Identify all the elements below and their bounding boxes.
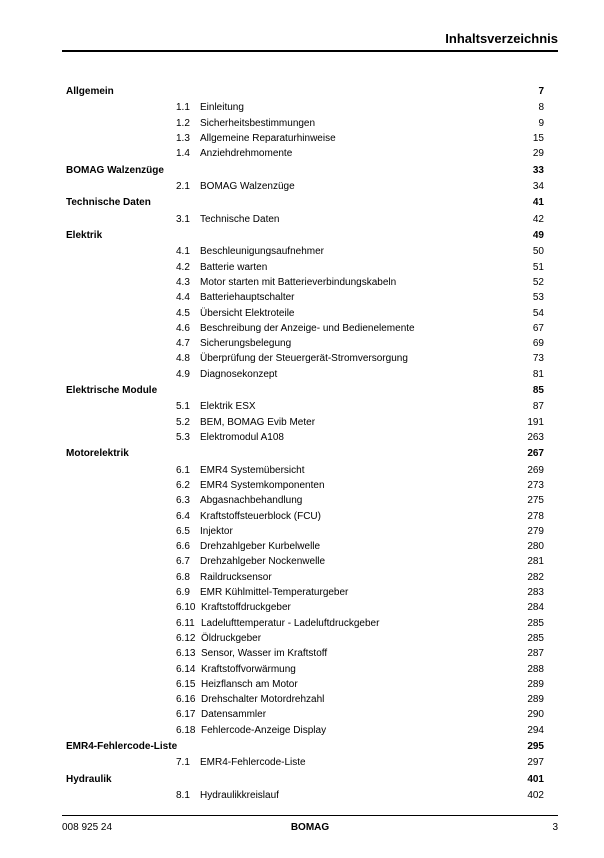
toc-entry-label: Ladelufttemperatur - Ladeluftdruckgeber [201, 617, 380, 629]
toc-entry-page: 69 [532, 338, 544, 350]
toc-entry[interactable] [66, 788, 544, 803]
table-of-contents [66, 83, 544, 803]
toc-entry-number: 4.1 [176, 246, 190, 258]
toc-entry-number: 4.6 [176, 322, 190, 334]
toc-entry-page: 85 [532, 385, 544, 397]
toc-entry-number: 6.7 [176, 556, 190, 568]
toc-entry-page: 87 [532, 401, 544, 413]
toc-entry-number: 6.12 [176, 632, 196, 644]
toc-entry-page: 295 [527, 741, 544, 753]
toc-entry-label: Öldruckgeber [201, 632, 262, 644]
toc-entry-number: 6.5 [176, 525, 190, 537]
toc-entry-page: 278 [527, 510, 544, 522]
toc-entry-label: Motor starten mit Batterieverbindungskabeln [200, 276, 397, 288]
toc-entry-page: 287 [527, 648, 544, 660]
toc-entry-page: 263 [527, 432, 544, 443]
toc-entry-number: 6.6 [176, 541, 190, 553]
toc-entry-label: Raildrucksensor [200, 571, 272, 583]
toc-entry-label: Elektromodul A108 [200, 432, 284, 443]
toc-entry-page: 282 [527, 571, 544, 583]
toc-entry-number: 4.2 [176, 261, 190, 273]
toc-entry[interactable] [66, 570, 544, 585]
toc-entry-label: EMR4-Fehlercode-Liste [200, 757, 306, 769]
toc-chapter[interactable] [66, 162, 544, 179]
page-header [62, 28, 558, 52]
toc-chapter[interactable] [66, 738, 544, 755]
toc-entry-label: Überprüfung der Steuergerät-Stromversorgung [200, 353, 408, 365]
toc-entry-label: Abgasnachbehandlung [200, 495, 303, 507]
toc-entry[interactable] [66, 662, 544, 677]
toc-entry-page: 401 [527, 773, 544, 785]
toc-entry-label: Diagnosekonzept [200, 368, 278, 380]
toc-entry-page: 73 [532, 353, 544, 365]
toc-entry[interactable] [66, 692, 544, 707]
toc-entry[interactable] [66, 631, 544, 646]
toc-entry[interactable] [66, 116, 544, 131]
toc-entry-number: 6.15 [176, 678, 196, 690]
toc-entry-number: 6.13 [176, 648, 196, 660]
toc-entry-label: Drehzahlgeber Nockenwelle [200, 556, 326, 568]
toc-entry[interactable] [66, 463, 544, 478]
toc-entry[interactable] [66, 554, 544, 569]
toc-entry-number: 4.3 [176, 276, 190, 288]
toc-entry-page: 41 [532, 197, 544, 209]
toc-chapter[interactable] [66, 194, 544, 211]
toc-entry-number: 5.2 [176, 416, 190, 428]
toc-entry-label: Batteriehauptschalter [200, 292, 295, 304]
toc-entry[interactable] [66, 244, 544, 259]
toc-entry[interactable] [66, 415, 544, 430]
toc-entry[interactable] [66, 306, 544, 321]
toc-entry[interactable] [66, 131, 544, 146]
toc-entry-number: 6.17 [176, 709, 196, 721]
toc-entry-label: Kraftstoffsteuerblock (FCU) [200, 510, 321, 522]
toc-entry-number: 1.2 [176, 117, 190, 129]
toc-entry[interactable] [66, 755, 544, 770]
toc-entry-label: Drehzahlgeber Kurbelwelle [200, 541, 321, 553]
toc-entry-label: Fehlercode-Anzeige Display [201, 724, 327, 736]
toc-entry-page: 269 [527, 464, 544, 476]
toc-entry-page: 275 [527, 495, 544, 507]
toc-entry-page: 8 [538, 102, 544, 114]
toc-chapter[interactable] [66, 83, 544, 100]
toc-entry-label: Elektrik [66, 229, 103, 241]
toc-entry-page: 81 [532, 368, 544, 380]
toc-chapter[interactable] [66, 382, 544, 399]
toc-entry-page: 42 [532, 213, 544, 225]
toc-entry-label: Allgemeine Reparaturhinweise [200, 132, 336, 144]
toc-entry-page: 402 [527, 790, 544, 802]
toc-entry-label: Übersicht Elektroteile [200, 307, 295, 319]
toc-entry-label: Kraftstoffdruckgeber [201, 602, 291, 614]
toc-entry-label: Heizflansch am Motor [201, 678, 298, 690]
toc-entry-label: BOMAG Walzenzüge [200, 180, 295, 192]
toc-entry[interactable] [66, 509, 544, 524]
toc-entry-label: BEM, BOMAG Evib Meter [200, 416, 316, 428]
toc-entry-label: Sensor, Wasser im Kraftstoff [201, 648, 328, 660]
toc-entry-number: 6.11 [176, 617, 195, 629]
toc-entry-page: 49 [532, 229, 544, 241]
toc-entry-number: 8.1 [176, 790, 190, 802]
toc-entry[interactable] [66, 478, 544, 493]
toc-entry-page: 284 [527, 602, 544, 614]
page-number: 3 [552, 822, 558, 833]
toc-entry-label: Elektrische Module [66, 385, 158, 397]
toc-entry-label: Allgemein [66, 86, 114, 97]
toc-entry-number: 7.1 [176, 757, 190, 769]
toc-entry[interactable] [66, 367, 544, 382]
toc-entry[interactable] [66, 275, 544, 290]
toc-entry-label: EMR4 Systemkomponenten [200, 479, 325, 491]
toc-entry-number: 6.9 [176, 587, 190, 599]
toc-entry-label: EMR Kühlmittel-Temperaturgeber [200, 587, 349, 599]
toc-entry-number: 4.4 [176, 292, 190, 304]
toc-entry[interactable] [66, 146, 544, 161]
toc-entry[interactable] [66, 336, 544, 351]
toc-entry-label: Hydraulikkreislauf [200, 790, 279, 802]
toc-entry-page: 285 [527, 632, 544, 644]
toc-entry-page: 289 [527, 694, 544, 706]
toc-entry-number: 6.18 [176, 724, 196, 736]
toc-chapter[interactable] [66, 771, 544, 788]
toc-entry-page: 67 [532, 322, 544, 334]
toc-entry-label: Drehschalter Motordrehzahl [201, 694, 325, 706]
toc-entry-number: 6.14 [176, 663, 196, 675]
toc-entry-number: 5.1 [176, 401, 190, 413]
page-footer [62, 815, 558, 836]
toc-entry-number: 6.2 [176, 479, 190, 491]
toc-entry-page: 285 [527, 617, 544, 629]
toc-entry[interactable] [66, 179, 544, 194]
toc-entry-label: Batterie warten [200, 261, 268, 273]
toc-entry-page: 294 [527, 724, 544, 736]
toc-chapter[interactable] [66, 227, 544, 244]
toc-entry[interactable] [66, 493, 544, 508]
toc-entry[interactable] [66, 212, 544, 227]
toc-entry-label: Anziehdrehmomente [200, 148, 293, 160]
toc-entry[interactable] [66, 707, 544, 722]
toc-entry-number: 4.5 [176, 307, 190, 319]
toc-entry-label: Technische Daten [66, 197, 151, 209]
toc-entry-label: Beschleunigungsaufnehmer [200, 246, 324, 258]
toc-entry-label: EMR4-Fehlercode-Liste [66, 741, 178, 753]
toc-entry[interactable] [66, 677, 544, 692]
toc-entry[interactable] [66, 290, 544, 305]
toc-entry-number: 6.4 [176, 510, 190, 522]
toc-entry-label: Technische Daten [200, 213, 280, 225]
toc-entry-label: BOMAG Walzenzüge [66, 164, 164, 176]
toc-entry-number: 1.1 [176, 102, 190, 114]
footer-brand: BOMAG [290, 822, 330, 833]
toc-entry-page: 33 [532, 164, 544, 176]
document-number: 008 925 24 [62, 822, 113, 833]
toc-entry-page: 267 [527, 448, 544, 460]
toc-entry-page: 283 [527, 587, 544, 599]
toc-entry[interactable] [66, 616, 544, 631]
toc-entry-number: 4.9 [176, 368, 190, 380]
toc-entry[interactable] [66, 260, 544, 275]
toc-entry-label: Injektor [200, 525, 233, 537]
toc-entry-page: 290 [527, 709, 544, 721]
toc-entry[interactable] [66, 646, 544, 661]
toc-entry-label: Kraftstoffvorwärmung [201, 663, 296, 675]
toc-entry-label: Hydraulik [66, 773, 112, 785]
toc-entry-number: 6.1 [176, 464, 190, 476]
toc-entry-page: 279 [527, 525, 544, 537]
toc-entry[interactable] [66, 723, 544, 738]
toc-entry-page: 9 [538, 117, 544, 129]
toc-entry-label: Beschreibung der Anzeige- und Bedienelemente [200, 322, 415, 334]
toc-entry[interactable] [66, 430, 544, 445]
toc-entry-page: 54 [532, 307, 544, 319]
toc-entry-page: 7 [538, 86, 544, 97]
toc-entry-number: 4.7 [176, 338, 190, 350]
toc-entry-page: 50 [532, 246, 544, 258]
toc-entry[interactable] [66, 321, 544, 336]
toc-entry-label: Einleitung [200, 102, 244, 114]
toc-entry[interactable] [66, 351, 544, 366]
toc-entry-page: 289 [527, 678, 544, 690]
toc-entry-number: 6.10 [176, 602, 196, 614]
toc-entry-page: 15 [532, 132, 544, 144]
toc-entry-page: 281 [527, 556, 544, 568]
toc-entry[interactable] [66, 524, 544, 539]
toc-entry-page: 288 [527, 663, 544, 675]
toc-entry-page: 191 [527, 416, 544, 428]
page-title: Inhaltsverzeichnis [445, 31, 558, 46]
toc-entry-number: 5.3 [176, 432, 190, 443]
toc-entry-label: EMR4 Systemübersicht [200, 464, 305, 476]
toc-entry-page: 51 [532, 261, 544, 273]
toc-entry-page: 34 [532, 180, 544, 192]
toc-entry-page: 273 [527, 479, 544, 491]
toc-entry-label: Sicherungsbelegung [200, 338, 292, 350]
toc-entry[interactable] [66, 399, 544, 414]
toc-entry-number: 6.16 [176, 694, 196, 706]
toc-entry-page: 280 [527, 541, 544, 553]
toc-entry-label: Motorelektrik [66, 448, 129, 460]
toc-entry-label: Datensammler [201, 709, 267, 721]
toc-entry-number: 4.8 [176, 353, 190, 365]
toc-entry-number: 6.3 [176, 495, 190, 507]
toc-entry-number: 2.1 [176, 180, 190, 192]
toc-entry-page: 297 [527, 757, 544, 769]
toc-entry[interactable] [66, 600, 544, 615]
toc-entry-page: 52 [532, 276, 544, 288]
toc-chapter[interactable] [66, 445, 544, 462]
toc-entry-label: Sicherheitsbestimmungen [200, 117, 316, 129]
toc-entry-page: 53 [532, 292, 544, 304]
toc-entry-number: 1.4 [176, 148, 190, 160]
toc-entry[interactable] [66, 100, 544, 115]
toc-entry-number: 1.3 [176, 132, 190, 144]
toc-entry-number: 6.8 [176, 571, 190, 583]
toc-entry-number: 3.1 [176, 213, 190, 225]
toc-entry-page: 29 [532, 148, 544, 160]
toc-entry[interactable] [66, 585, 544, 600]
toc-entry[interactable] [66, 539, 544, 554]
toc-entry-label: Elektrik ESX [200, 401, 256, 413]
